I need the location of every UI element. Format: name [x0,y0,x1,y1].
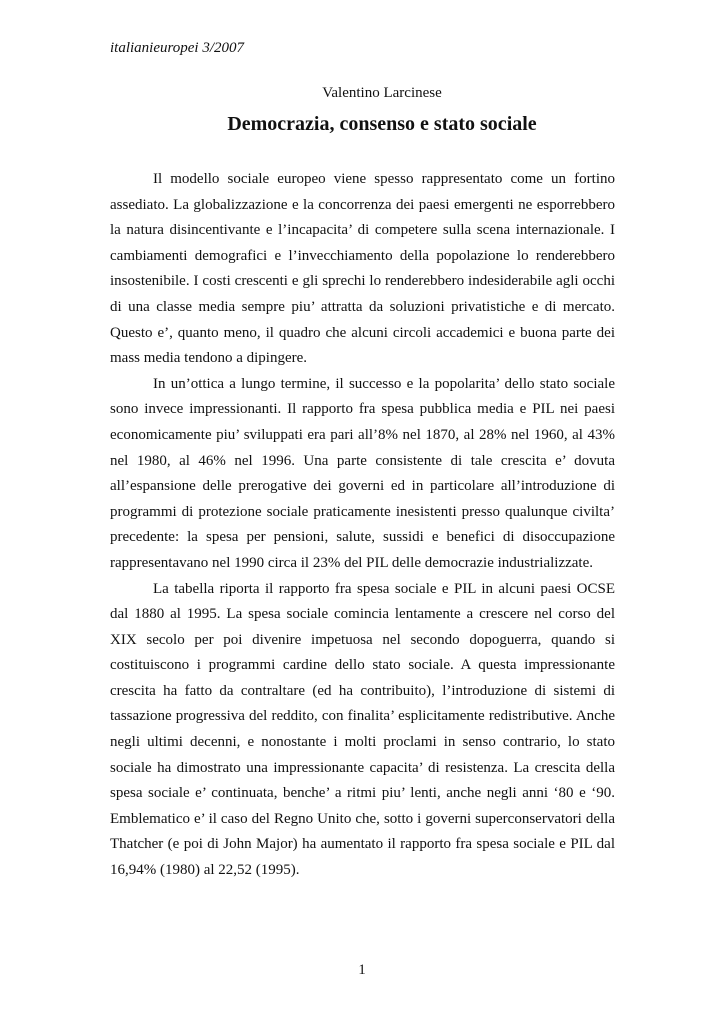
running-header: italianieuropei 3/2007 [110,40,245,56]
page-number: 1 [358,962,366,978]
article-body [110,167,615,884]
body-paragraph: La tabella riporta il rapporto fra spesa sociale e PIL in alcuni paesi OCSE dal 1880 al 1995. La spesa sociale comincia lentamente a crescere nel corso del XIX secolo per poi divenire impetuosa nel secondo dopoguerra, quando si costituiscono i programmi cardine dello stato sociale. A questa impressionante crescita ha fatto da contraltare (ed ha contribuito), l’introduzione di sistemi di tassazione progressiva del reddito, con finalita’ esplicitamente redistributive. Anche negli ultimi decenni, e nonostante i molti proclami in senso contrario, lo stato sociale ha dimostrato una impressionante capacita’ di resistenza. La crescita della spesa sociale e’ continuata, benche’ a ritmi piu’ lenti, anche negli anni ‘80 e ‘90. Emblematico e’ il caso del Regno Unito che, sotto i governi superconservatori della Thatcher (e poi di John Major) ha aumentato il rapporto fra spesa sociale e PIL dal 16,94% (1980) al 22,52 (1995). [110,580,615,879]
article-author: Valentino Larcinese [322,85,442,101]
article-title: Democrazia, consenso e stato sociale [227,113,537,135]
body-paragraph: In un’ottica a lungo termine, il successo e la popolarita’ dello stato sociale sono invece impressionanti. Il rapporto fra spesa pubblica media e PIL nei paesi economicamente piu’ sviluppati era pari all’8% nel 1870, al 28% nel 1960, al 43% nel 1980, al 46% nel 1996. Una parte consistente di tale crescita e’ dovuta all’espansione delle prerogative dei governi ed in particolare all’introduzione di programmi di protezione sociale praticamente inesistenti presso qualunque civilta’ precedente: la spesa per pensioni, salute, sussidi e benefici di disoccupazione rappresentavano nel 1990 circa il 23% del PIL delle democrazie industrializzate. [110,375,615,571]
body-paragraph: Il modello sociale europeo viene spesso rappresentato come un fortino assediato. La globalizzazione e la concorrenza dei paesi emergenti ne esporrebbero la natura disincentivante e l’incapacita’ di competere sulla scena internazionale. I cambiamenti demografici e l’invecchiamento della popolazione lo renderebbero insostenibile. I costi crescenti e gli sprechi lo renderebbero indesiderabile agli occhi di una classe media sempre piu’ attratta da soluzioni privatistiche e di mercato. Questo e’, quanto meno, il quadro che alcuni circoli accademici e buona parte dei mass media tendono a dipingere. [110,171,615,367]
